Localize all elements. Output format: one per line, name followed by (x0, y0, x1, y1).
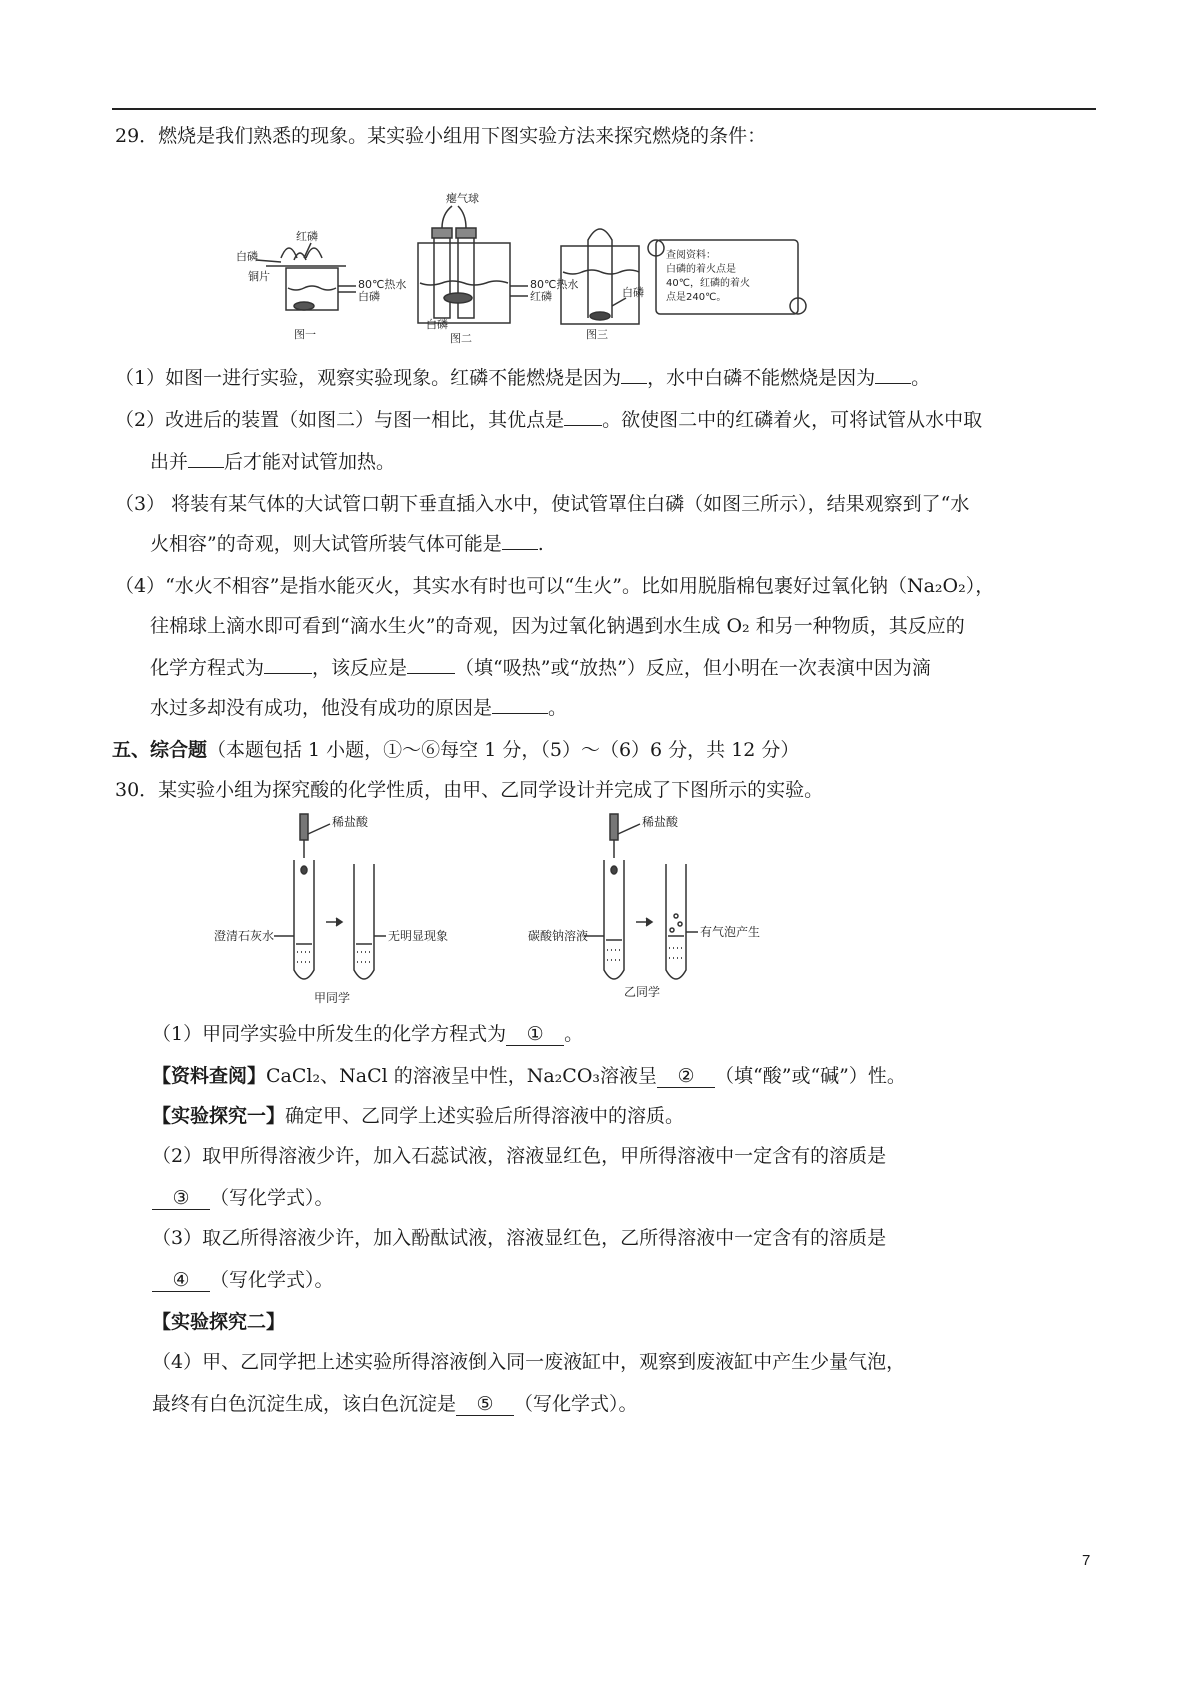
q29-p3-line1: （3） 将装有某气体的大试管口朝下垂直插入水中，使试管罩住白磷（如图三所示），结果观察到了“水 (115, 493, 970, 515)
q30-reference (152, 1062, 906, 1090)
answer-blank[interactable] (188, 467, 224, 468)
q29-p2-text-d: 后才能对试管加热。 (224, 451, 396, 473)
header-rule (112, 108, 1096, 110)
q30-p2-text-b: （写化学式）。 (210, 1187, 334, 1209)
answer-blank-3[interactable]: ③ (152, 1187, 210, 1210)
q29-p2-text-b: 。欲使图二中的红磷着火，可将试管从水中取 (602, 409, 983, 431)
answer-blank-4[interactable]: ④ (152, 1269, 210, 1292)
fig2-caption: 图二 (450, 332, 472, 345)
q29-p4-line4 (150, 694, 567, 722)
scroll-line-2: 白磷的着火点是 (666, 264, 736, 275)
fig1-label-reshui: 80℃热水 (358, 278, 407, 291)
q29-p4-line2: 往棉球上滴水即可看到“滴水生火”的奇观，因为过氧化钠遇到水生成 O₂ 和另一种物质，其反应的 (150, 615, 965, 637)
q30-right-acid-label: 稀盐酸 (642, 815, 679, 829)
q30-p3-text-b: （写化学式）。 (210, 1269, 334, 1291)
q29-stem: 29．燃烧是我们熟悉的现象。某实验小组用下图实验方法来探究燃烧的条件： (115, 125, 767, 147)
answer-blank[interactable] (264, 673, 312, 674)
q30-right-caption: 乙同学 (624, 985, 661, 999)
q29-p1-text-a: （1）如图一进行实验，观察实验现象。红磷不能燃烧是因为 (115, 367, 622, 389)
q29-figure (236, 188, 816, 348)
answer-blank-1[interactable]: ① (506, 1023, 564, 1046)
answer-blank[interactable] (875, 383, 911, 384)
q29-p4-text-d: ，该反应是 (312, 657, 408, 679)
q29-p3-text-b: 火相容”的奇观，则大试管所装气体可能是 (150, 533, 502, 555)
q30-p4-line2 (152, 1390, 638, 1418)
q30-p1-text-a: （1）甲同学实验中所发生的化学方程式为 (152, 1023, 507, 1045)
q30-p4-text-c: （写化学式）。 (514, 1393, 638, 1415)
scroll-line-1: 查阅资料： (666, 250, 716, 261)
q29-p3-text-c: . (537, 533, 544, 555)
q30-p2-line1: （2）取甲所得溶液少许，加入石蕊试液，溶液显红色，甲所得溶液中一定含有的溶质是 (152, 1145, 887, 1167)
q29-p4-text-e: （填“吸热”或“放热”）反应，但小明在一次表演中因为滴 (455, 657, 931, 679)
q29-p1-text-b: ，水中白磷不能燃烧是因为 (647, 367, 876, 389)
answer-blank-5[interactable]: ⑤ (456, 1393, 514, 1416)
q29-p4-line1: （4）“水火不相容”是指水能灭火，其实水有时也可以“生火”。比如用脱脂棉包裹好过氧化钠（Na₂O₂）， (115, 575, 995, 597)
q30-p1 (152, 1020, 583, 1048)
page-number: 7 (1082, 1552, 1091, 1569)
fig1-label-hongling: 红磷 (296, 230, 318, 243)
fig1-label-bailin: 白磷 (236, 250, 258, 263)
q30-stem: 30．某实验小组为探究酸的化学性质，由甲、乙同学设计并完成了下图所示的实验。 (115, 779, 824, 801)
fig3-caption: 图三 (586, 328, 608, 341)
fig2-label-qiqiu: 瘪气球 (446, 192, 479, 205)
q30-left-solution-label: 澄清石灰水 (214, 929, 275, 943)
q30-reference-text-a: CaCl₂、NaCl 的溶液呈中性，Na₂CO₃溶液呈 (266, 1065, 658, 1087)
q29-p2-line2 (150, 448, 395, 476)
q30-p2-line2 (152, 1184, 334, 1212)
q30-figure (200, 812, 800, 1008)
q30-left-result-label: 无明显现象 (388, 929, 449, 943)
q30-exp1 (152, 1102, 684, 1130)
q29-p3-line2 (150, 530, 544, 558)
fig2-label-bailin: 白磷 (426, 318, 448, 331)
exp1-text: 确定甲、乙同学上述实验后所得溶液中的溶质。 (285, 1105, 685, 1127)
q30-exp2 (152, 1308, 285, 1336)
fig2-label-reshui: 80℃热水 (530, 278, 579, 291)
q29-p4-text-c: 化学方程式为 (150, 657, 265, 679)
q30-left-caption: 甲同学 (314, 991, 351, 1005)
exp1-tag: 【实验探究一】 (152, 1105, 286, 1127)
answer-blank[interactable] (564, 425, 602, 426)
reference-tag: 【资料查阅】 (152, 1065, 267, 1087)
q30-right-result-label: 有气泡产生 (700, 925, 761, 939)
q29-p4-text-g: 。 (548, 697, 568, 719)
q29-p2-text-a: （2）改进后的装置（如图二）与图一相比，其优点是 (115, 409, 565, 431)
q29-p2-line1 (115, 406, 982, 434)
q30-right-solution-label: 碳酸钠溶液 (528, 929, 589, 943)
q30-p3-line2 (152, 1266, 334, 1294)
q30-p3-line1: （3）取乙所得溶液少许，加入酚酞试液，溶液显红色，乙所得溶液中一定含有的溶质是 (152, 1227, 887, 1249)
q30-p4-text-b: 最终有白色沉淀生成，该白色沉淀是 (152, 1393, 457, 1415)
fig3-label-bailin: 白磷 (622, 286, 644, 299)
q29-p4-text-f: 水过多却没有成功，他没有成功的原因是 (150, 697, 493, 719)
fig1-caption: 图一 (294, 328, 316, 341)
q29-p4-line3 (150, 654, 931, 682)
q30-p4-line1: （4）甲、乙同学把上述实验所得溶液倒入同一废液缸中，观察到废液缸中产生少量气泡， (152, 1351, 906, 1373)
q30-left-acid-label: 稀盐酸 (332, 815, 369, 829)
q29-p1 (115, 364, 930, 392)
section5-note: （本题包括 1 小题，①～⑥每空 1 分，（5）～（6）6 分，共 12 分） (207, 739, 800, 761)
answer-blank[interactable] (492, 713, 548, 714)
fig2-label-hongling: 红磷 (530, 290, 552, 303)
answer-blank[interactable] (407, 673, 455, 674)
exp2-tag: 【实验探究二】 (152, 1311, 286, 1333)
answer-blank-2[interactable]: ② (657, 1065, 715, 1088)
fig1-label-tongpian: 铜片 (248, 270, 270, 283)
answer-blank[interactable] (621, 383, 647, 384)
q29-p2-text-c: 出并 (150, 451, 189, 473)
fig1-label-bailin2: 白磷 (358, 290, 380, 303)
scroll-line-4: 点是240℃。 (666, 292, 727, 303)
q30-reference-text-b: （填“酸”或“碱”）性。 (715, 1065, 906, 1087)
section5-title: 五、综合题 (112, 739, 208, 761)
scroll-line-3: 40℃，红磷的着火 (666, 278, 750, 289)
q30-p1-text-b: 。 (564, 1023, 584, 1045)
answer-blank[interactable] (502, 549, 538, 550)
q29-p1-text-c: 。 (911, 367, 931, 389)
section5-heading (112, 736, 799, 764)
